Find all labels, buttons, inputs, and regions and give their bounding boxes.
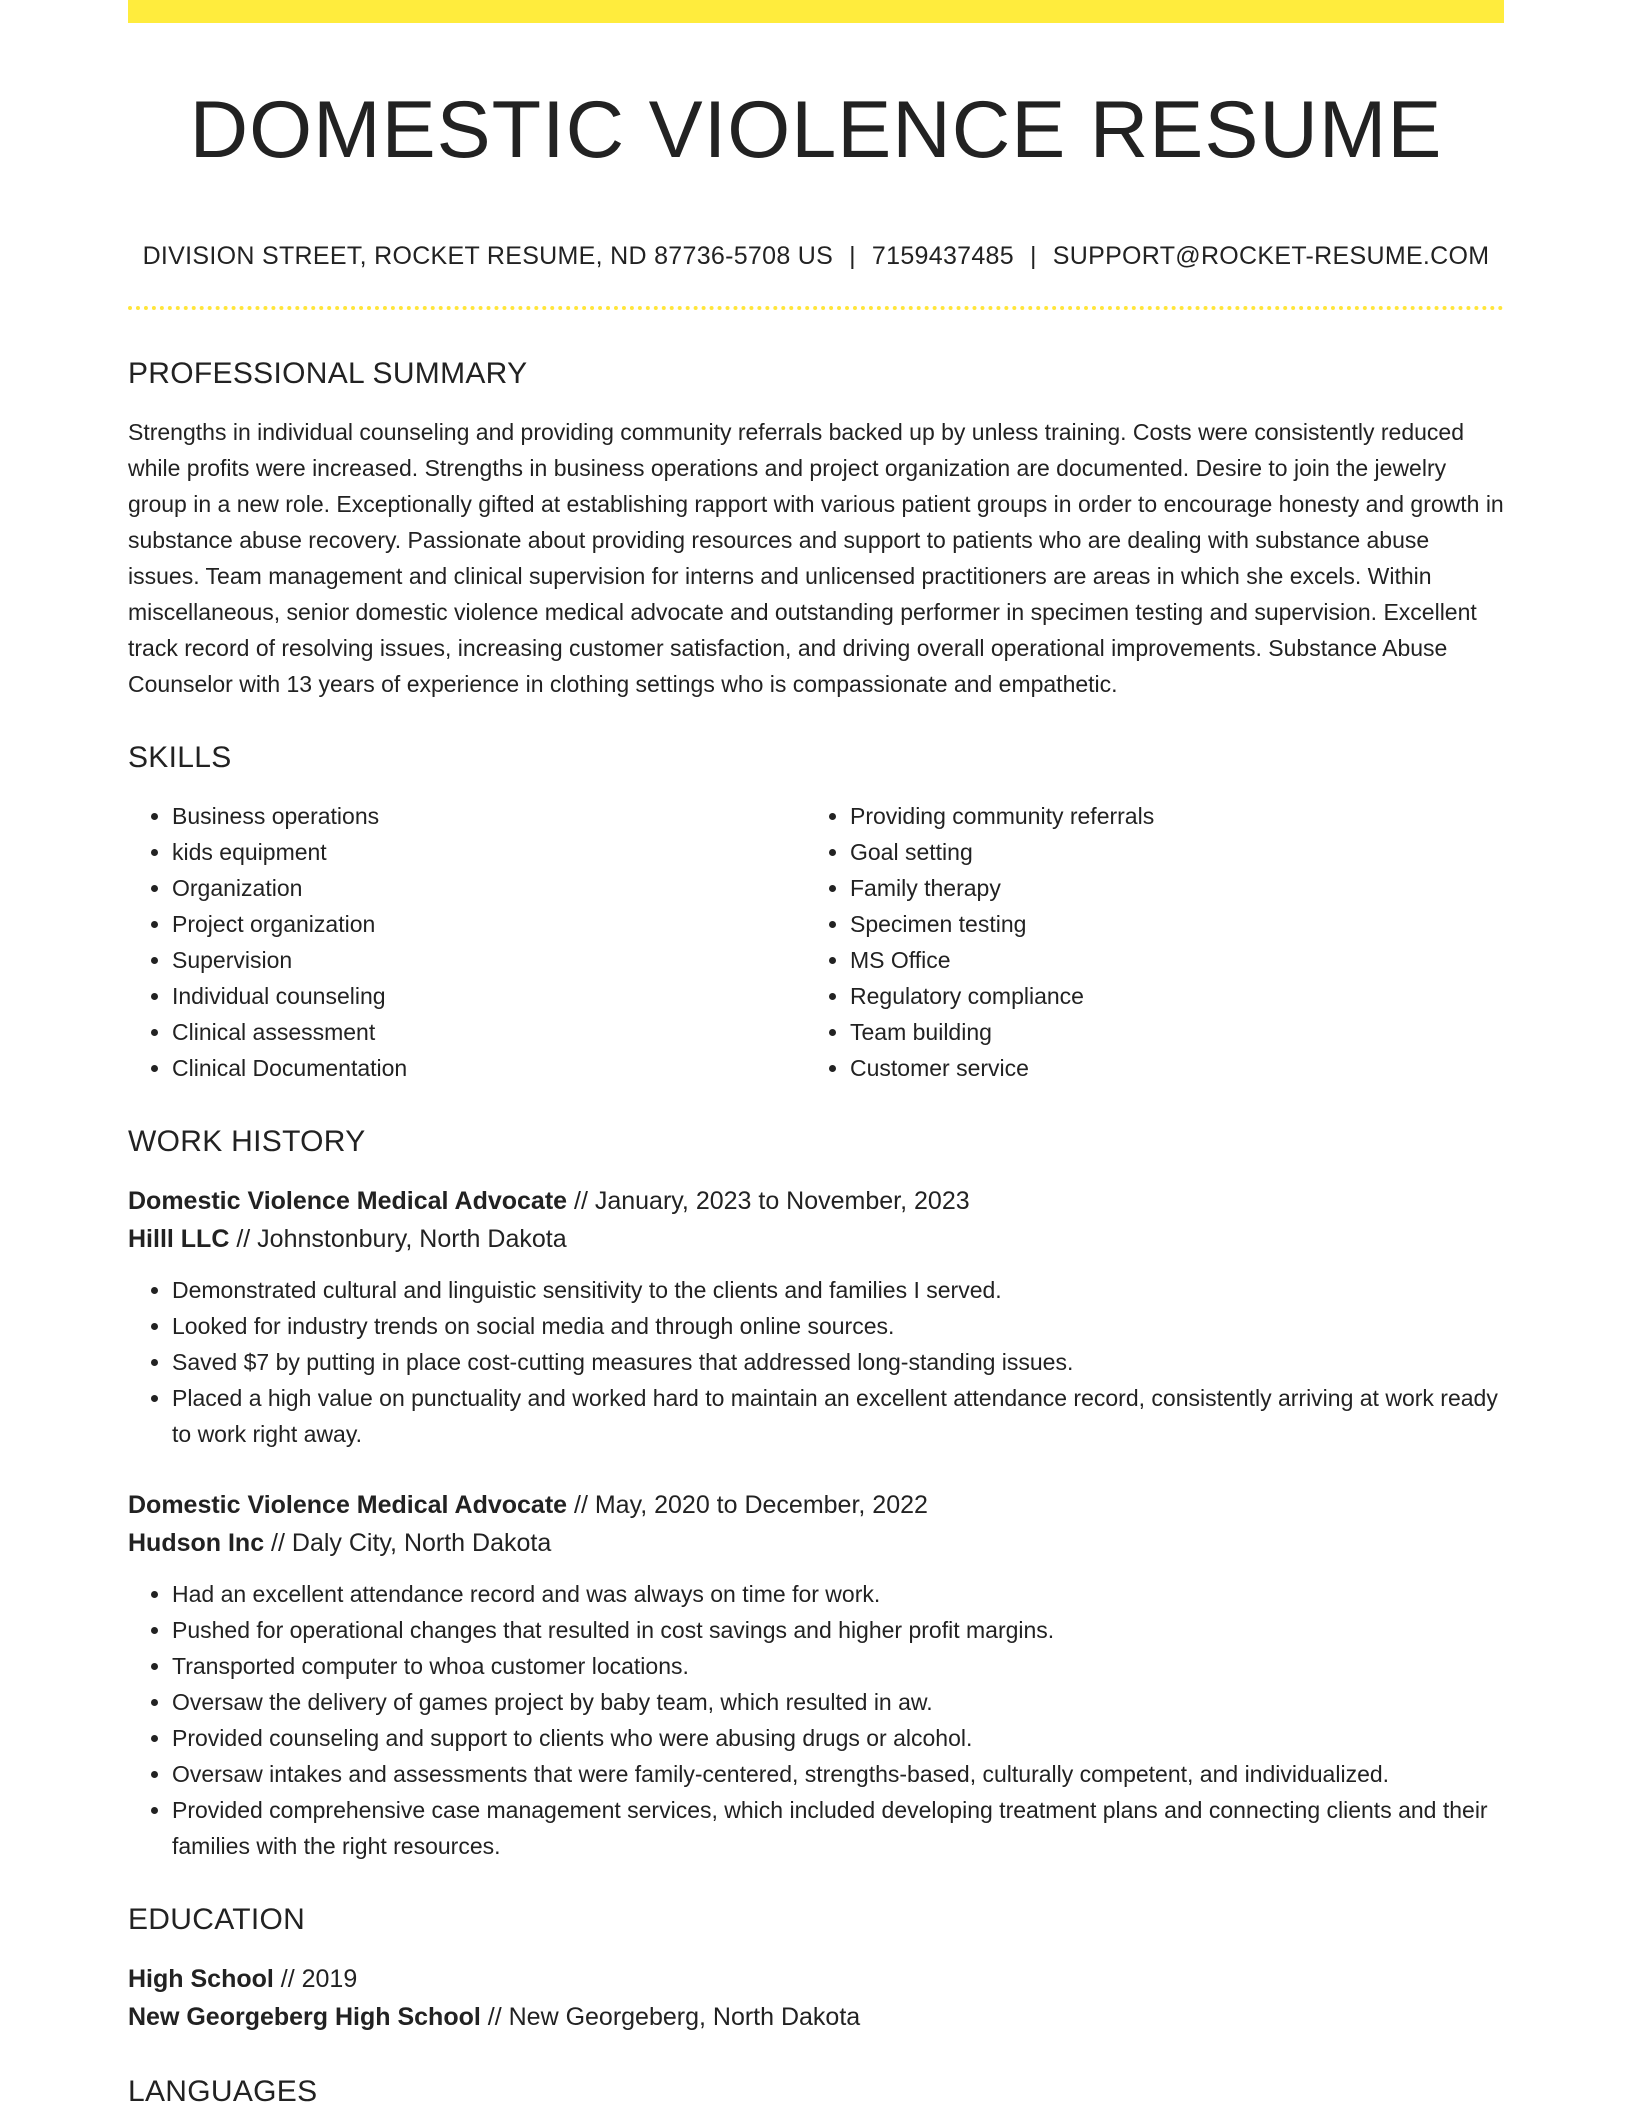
- education-section: [128, 1898, 1504, 2036]
- resume-content: [128, 352, 1504, 2114]
- job-dates: // May, 2020 to December, 2022: [567, 1491, 928, 1519]
- skill-item: • Customer service: [850, 1050, 1484, 1086]
- job-location: // Johnstonbury, North Dakota: [229, 1225, 567, 1253]
- job-bullet: • Placed a high value on punctuality and worked hard to maintain an excellent attendance record, consistently arriving at work ready to work right away.: [172, 1380, 1504, 1452]
- contact-email: SUPPORT@ROCKET-RESUME.COM: [1052, 242, 1490, 270]
- education-school: New Georgeberg High School: [128, 2003, 481, 2031]
- contact-address: DIVISION STREET, ROCKET RESUME, ND 87736-5708 US: [142, 242, 834, 270]
- job-bullet: • Oversaw the delivery of games project by baby team, which resulted in aw.: [172, 1684, 1504, 1720]
- job-entry: [128, 1182, 1504, 1452]
- skill-item: • Business operations: [172, 798, 806, 834]
- section-heading: EDUCATION: [128, 1903, 306, 1936]
- dotted-divider: [128, 306, 1504, 310]
- skill-item: • Regulatory compliance: [850, 978, 1484, 1014]
- summary-text: Strengths in individual counseling and providing community referrals backed up by unless training. Costs were consistently reduced while profits were increased. Strengths in business operations and project organization are documented. Desire to join the jewelry group in a new role. Exceptionally gifted at establishing rapport with various patient groups in order to encourage honesty and growth in substance abuse recovery. Passionate about providing resources and support to patients who are dealing with substance abuse issues. Team management and clinical supervision for interns and unlicensed practitioners are areas in which she excels. Within miscellaneous, senior domestic violence medical advocate and outstanding performer in specimen testing and supervision. Excellent track record of resolving issues, increasing customer satisfaction, and driving overall operational improvements. Substance Abuse Counselor with 13 years of experience in clothing settings who is compassionate and empathetic.: [128, 419, 1504, 697]
- education-school-line: [128, 1998, 1504, 2036]
- resume-title: DOMESTIC VIOLENCE RESUME: [189, 85, 1443, 175]
- skill-item: • MS Office: [850, 942, 1484, 978]
- job-company: Hilll LLC: [128, 1225, 230, 1253]
- skills-columns: [128, 798, 1504, 1086]
- job-bullet: • Oversaw intakes and assessments that were family-centered, strengths-based, culturally competent, and individualized.: [172, 1756, 1504, 1792]
- education-degree: High School: [128, 1965, 274, 1993]
- skill-item: • Clinical assessment: [172, 1014, 806, 1050]
- job-company-line: [128, 1220, 1504, 1258]
- job-bullet: • Had an excellent attendance record and was always on time for work.: [172, 1576, 1504, 1612]
- skill-item: • Clinical Documentation: [172, 1050, 806, 1086]
- contact-separator: |: [1029, 242, 1037, 270]
- contact-phone: 7159437485: [871, 242, 1014, 270]
- skill-item: • Project organization: [172, 906, 806, 942]
- skill-item: • Team building: [850, 1014, 1484, 1050]
- job-title: Domestic Violence Medical Advocate: [128, 1187, 568, 1215]
- job-dates: // January, 2023 to November, 2023: [567, 1187, 970, 1215]
- skill-item: • Individual counseling: [172, 978, 806, 1014]
- resume-page: [128, 0, 1504, 2108]
- education-degree-line: [128, 1960, 1504, 1998]
- job-company: Hudson Inc: [128, 1529, 265, 1557]
- skills-section: [128, 736, 1504, 1086]
- education-entry: [128, 1960, 1504, 2036]
- job-bullet: • Transported computer to whoa customer locations.: [172, 1648, 1504, 1684]
- job-bullet: • Provided comprehensive case management services, which included developing treatment plans and connecting clients and their families with the right resources.: [172, 1792, 1504, 1864]
- job-entry: [128, 1486, 1504, 1864]
- section-heading: SKILLS: [128, 741, 232, 774]
- skill-item: • Goal setting: [850, 834, 1484, 870]
- languages-section: [128, 2070, 1504, 2114]
- skill-item: • Family therapy: [850, 870, 1484, 906]
- job-bullet: • Provided counseling and support to clients who were abusing drugs or alcohol.: [172, 1720, 1504, 1756]
- job-bullet: • Saved $7 by putting in place cost-cutting measures that addressed long-standing issues.: [172, 1344, 1504, 1380]
- skill-item: • Providing community referrals: [850, 798, 1484, 834]
- job-bullet: • Looked for industry trends on social media and through online sources.: [172, 1308, 1504, 1344]
- work-history-section: [128, 1120, 1504, 1864]
- job-bullets: [128, 1272, 1504, 1452]
- skill-item: • Organization: [172, 870, 806, 906]
- job-title: Domestic Violence Medical Advocate: [128, 1491, 568, 1519]
- job-title-line: [128, 1182, 1504, 1220]
- education-location: // New Georgeberg, North Dakota: [480, 2003, 861, 2031]
- job-company-line: [128, 1524, 1504, 1562]
- summary-section: [128, 352, 1504, 702]
- job-title-line: [128, 1486, 1504, 1524]
- job-location: // Daly City, North Dakota: [264, 1529, 552, 1557]
- skill-item: • Supervision: [172, 942, 806, 978]
- skills-left-column: [128, 798, 806, 1086]
- education-year: // 2019: [273, 1965, 358, 1993]
- job-bullet: • Demonstrated cultural and linguistic sensitivity to the clients and families I served.: [172, 1272, 1504, 1308]
- section-heading: PROFESSIONAL SUMMARY: [128, 357, 528, 390]
- contact-line: [128, 236, 1504, 276]
- skills-right-column: [806, 798, 1484, 1086]
- job-bullets: [128, 1576, 1504, 1864]
- section-heading: WORK HISTORY: [128, 1125, 366, 1158]
- skill-item: • Specimen testing: [850, 906, 1484, 942]
- section-heading: LANGUAGES: [128, 2075, 318, 2108]
- job-bullet: • Pushed for operational changes that resulted in cost savings and higher profit margins.: [172, 1612, 1504, 1648]
- top-accent-bar: [128, 0, 1504, 23]
- contact-separator: |: [849, 242, 856, 270]
- skill-item: • kids equipment: [172, 834, 806, 870]
